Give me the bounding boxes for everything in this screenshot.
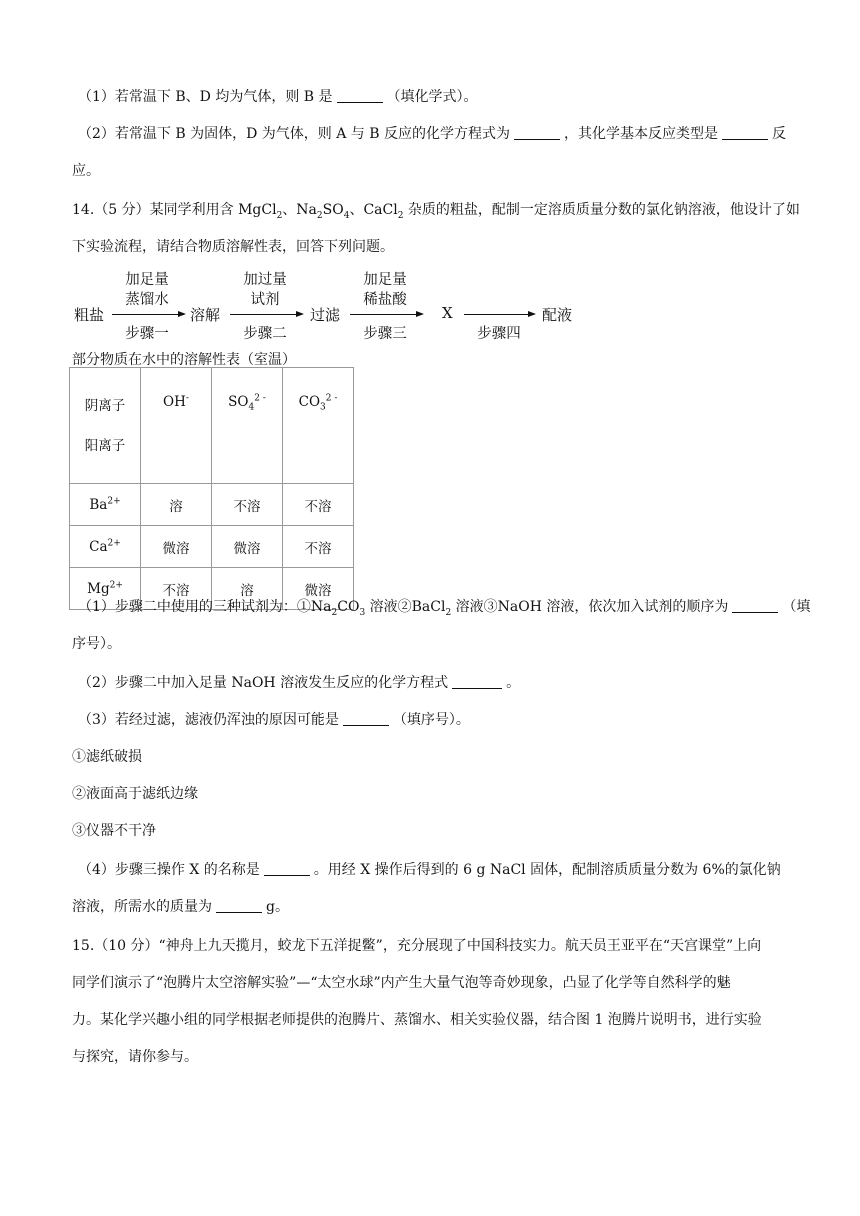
flow-step3-label: 加足量 稀盐酸	[363, 272, 407, 308]
q14-sub4-cont: 溶液，所需水的质量为 g。	[72, 899, 289, 915]
q15-line4: 与探究，请你参与。	[72, 1049, 198, 1065]
answer-blank[interactable]	[452, 674, 502, 689]
q15-line3: 力。某化学兴趣小组的同学根据老师提供的泡腾片、蒸馏水、相关实验仪器，结合图 1 泡腾片说明书，进行实验	[72, 1012, 762, 1028]
anion-oh: OH-	[141, 368, 212, 484]
q13-part2-cont: 应。	[72, 163, 100, 179]
table-row	[70, 484, 354, 526]
q14-sub1-cont: 序号）。	[72, 636, 121, 652]
q14-sub2: （2）步骤二中加入足量 NaOH 溶液发生反应的化学方程式 。	[78, 675, 521, 691]
flow-node-prepare: 配液	[542, 306, 573, 324]
q14-sub3: （3）若经过滤，滤液仍浑浊的原因可能是 （填序号）。	[78, 712, 470, 728]
flow-step2-name: 步骤二	[243, 326, 287, 342]
q15-line1: 15.（10 分）“神舟上九天揽月，蛟龙下五洋捉鳖”，充分展现了中国科技实力。航天员王亚平在“天宫课堂”上向	[72, 938, 762, 954]
table-cell: 微溶	[212, 526, 283, 568]
flow-arrow-4	[464, 314, 534, 315]
q14-intro-line2: 下实验流程，请结合物质溶解性表，回答下列问题。	[72, 239, 394, 255]
flow-step1-label: 加足量 蒸馏水	[125, 272, 169, 308]
answer-blank[interactable]	[514, 125, 560, 140]
anion-co3: $CO_3^{2 -}$	[283, 368, 354, 484]
option-1: ①滤纸破损	[72, 749, 142, 765]
cation-mg: $Mg^{2+}$	[70, 568, 141, 610]
table-cell: 不溶	[212, 484, 283, 526]
answer-blank[interactable]	[264, 861, 310, 876]
table-cell: 微溶	[283, 568, 354, 610]
answer-blank[interactable]	[343, 711, 389, 726]
flow-step2-label: 加过量 试剂	[243, 272, 287, 308]
flow-node-filter: 过滤	[310, 306, 341, 324]
answer-blank[interactable]	[732, 598, 778, 613]
table-cell: 不溶	[283, 484, 354, 526]
table-cell: 不溶	[283, 526, 354, 568]
table-cell: 溶	[141, 484, 212, 526]
q14-intro: 14.（5 分）某同学利用含 MgCl$_2$、$Na_2SO_4$、CaCl$_2$ 杂质的粗盐，配制一定溶质质量分数的氯化钠溶液，他设计了如	[72, 202, 800, 221]
table-row	[70, 526, 354, 568]
flow-step4-name: 步骤四	[477, 326, 521, 342]
table-caption: 部分物质在水中的溶解性表（室温）	[72, 352, 296, 368]
cation-ba: $Ba^{2+}$	[70, 484, 141, 526]
flow-node-crude-salt: 粗盐	[74, 306, 105, 324]
q14-sub1: （1）步骤二中使用的三种试剂为：$①Na_2CO_3$ 溶液②BaCl$_2$ 溶液③NaOH 溶液，依次加入试剂的顺序为 （填	[78, 599, 811, 618]
cation-ca: $Ca^{2+}$	[70, 526, 141, 568]
q13-part2: （2）若常温下 B 为固体，D 为气体，则 A 与 B 反应的化学方程式为 ，其化学基本反应类型是 反	[78, 126, 786, 142]
q15-line2: 同学们演示了“泡腾片太空溶解实验”—“太空水球”内产生大量气泡等奇妙现象，凸显了化学等自然科学的魅	[72, 975, 731, 991]
flow-arrow-1	[112, 314, 184, 315]
table-corner: 阴离子 阳离子	[70, 368, 141, 484]
flow-node-dissolve: 溶解	[190, 306, 221, 324]
answer-blank[interactable]	[722, 125, 768, 140]
flow-step1-name: 步骤一	[125, 326, 169, 342]
process-flow-diagram	[72, 270, 592, 350]
table-cell: 不溶	[141, 568, 212, 610]
solubility-table	[69, 367, 354, 610]
q14-sub4: （4）步骤三操作 X 的名称是 。用经 X 操作后得到的 6 g NaCl 固体，配制溶质质量分数为 6%的氯化钠	[78, 862, 781, 878]
flow-step3-name: 步骤三	[363, 326, 407, 342]
answer-blank[interactable]	[337, 88, 383, 103]
q13-part1: （1）若常温下 B、D 均为气体，则 B 是 （填化学式）。	[78, 89, 478, 105]
anion-so4: $SO_4^{2 -}$	[212, 368, 283, 484]
flow-arrow-2	[230, 314, 302, 315]
flow-arrow-3	[350, 314, 422, 315]
option-2: ②液面高于滤纸边缘	[72, 786, 198, 802]
answer-blank[interactable]	[216, 898, 262, 913]
table-cell: 微溶	[141, 526, 212, 568]
option-3: ③仪器不干净	[72, 823, 156, 839]
flow-node-x: X	[442, 304, 453, 322]
table-cell: 溶	[212, 568, 283, 610]
